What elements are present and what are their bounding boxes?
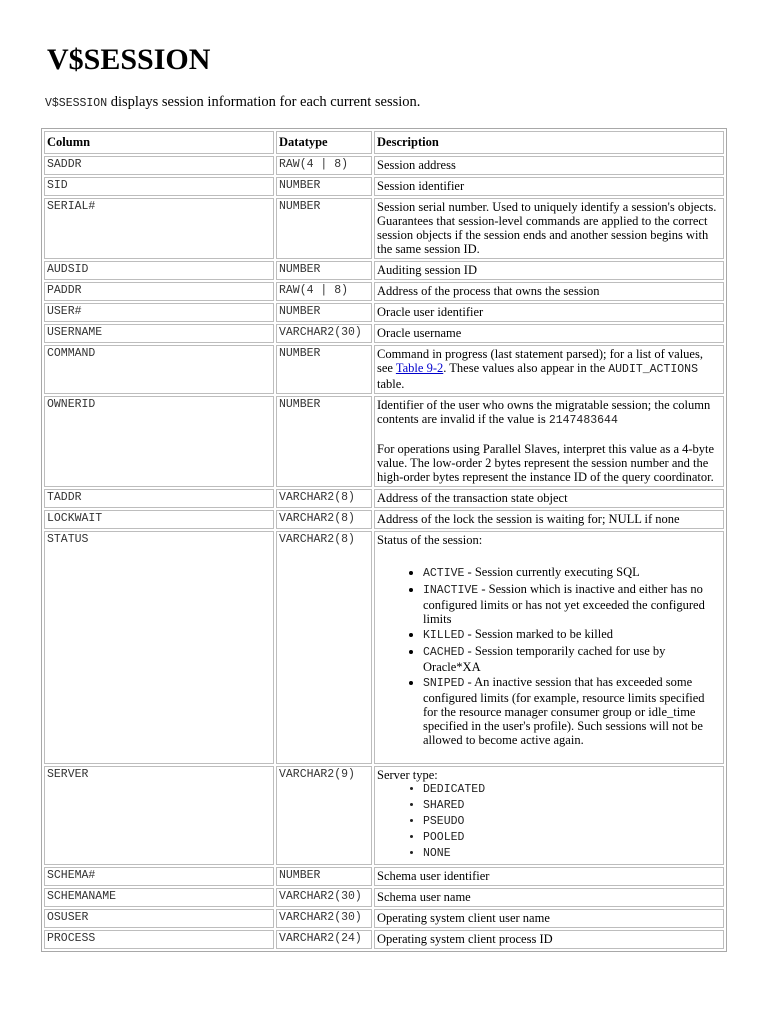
status-code: INACTIVE [423, 584, 479, 597]
list-item: • PSEUDO [423, 814, 721, 830]
table-row [44, 177, 724, 196]
cell-datatype: NUMBER [276, 261, 372, 280]
columns-table [41, 128, 727, 952]
table-row [44, 531, 724, 764]
status-text: - Session temporarily cached for use by Oracle*XA [423, 644, 666, 674]
table-row [44, 766, 724, 865]
table-row [44, 303, 724, 322]
cell-column: SERIAL# [44, 198, 274, 259]
table-row [44, 324, 724, 343]
status-intro: Status of the session: [377, 533, 483, 547]
cell-datatype: NUMBER [276, 345, 372, 394]
cell-datatype: NUMBER [276, 198, 372, 259]
cell-description: Address of the lock the session is waiting for; NULL if none [374, 510, 724, 529]
cell-description: Oracle user identifier [374, 303, 724, 322]
table-row [44, 396, 724, 487]
cell-datatype: RAW(4 | 8) [276, 156, 372, 175]
list-item: • DEDICATED [423, 782, 721, 798]
cell-description [374, 531, 724, 764]
cell-description: Session identifier [374, 177, 724, 196]
page-title: V$SESSION [47, 43, 211, 76]
cell-description: Auditing session ID [374, 261, 724, 280]
view-name: V$SESSION [45, 97, 108, 110]
list-item: • SHARED [423, 798, 721, 814]
list-item: • POOLED [423, 830, 721, 846]
command-text-after: table. [377, 377, 405, 391]
list-item: • NONE [423, 846, 721, 862]
list-item [423, 582, 721, 626]
command-text-middle: . These values also appear in the [443, 361, 609, 375]
header-column: Column [44, 131, 274, 154]
list-item [423, 644, 721, 674]
table-row [44, 282, 724, 301]
status-code: CACHED [423, 646, 465, 659]
cell-column: OSUSER [44, 909, 274, 928]
cell-column: SERVER [44, 766, 274, 865]
status-text: - Session which is inactive and either has no configured limits or has not yet exceeded the configured limits [423, 582, 705, 626]
cell-column: OWNERID [44, 396, 274, 487]
intro-paragraph [45, 93, 420, 113]
header-description: Description [374, 131, 724, 154]
cell-column: PROCESS [44, 930, 274, 949]
table-header-row [44, 131, 724, 154]
audit-actions-code: AUDIT_ACTIONS [608, 363, 698, 376]
status-code: ACTIVE [423, 567, 465, 580]
cell-description: Operating system client process ID [374, 930, 724, 949]
header-datatype: Datatype [276, 131, 372, 154]
ownerid-paragraph-2: For operations using Parallel Slaves, interpret this value as a 4-byte value. The low-order 2 bytes represent the session number and the high-order bytes represent the instance ID of the query coordinator. [377, 442, 715, 484]
list-item [423, 675, 721, 747]
table-row [44, 261, 724, 280]
status-list [377, 565, 721, 747]
cell-column: USERNAME [44, 324, 274, 343]
intro-text: displays session information for each current session. [107, 94, 421, 110]
cell-description: Session serial number. Used to uniquely identify a session's objects. Guarantees that session-level commands are applied to the correct session objects if the session ends and another session begins with the same session ID. [374, 198, 724, 259]
cell-datatype: VARCHAR2(8) [276, 531, 372, 764]
cell-datatype: NUMBER [276, 177, 372, 196]
cell-datatype: VARCHAR2(9) [276, 766, 372, 865]
cell-datatype: NUMBER [276, 396, 372, 487]
cell-datatype: VARCHAR2(30) [276, 324, 372, 343]
cell-column: COMMAND [44, 345, 274, 394]
cell-column: STATUS [44, 531, 274, 764]
status-text: - Session currently executing SQL [464, 565, 640, 579]
cell-column: PADDR [44, 282, 274, 301]
table-row [44, 345, 724, 394]
cell-description: Operating system client user name [374, 909, 724, 928]
cell-datatype: VARCHAR2(30) [276, 909, 372, 928]
cell-column: TADDR [44, 489, 274, 508]
ownerid-invalid-value: 2147483644 [548, 414, 618, 427]
cell-column: SCHEMANAME [44, 888, 274, 907]
list-item [423, 565, 721, 581]
cell-description: Schema user identifier [374, 867, 724, 886]
list-item [423, 627, 721, 643]
cell-column: AUDSID [44, 261, 274, 280]
cell-datatype: VARCHAR2(8) [276, 510, 372, 529]
cell-datatype: NUMBER [276, 867, 372, 886]
cell-datatype: NUMBER [276, 303, 372, 322]
server-type-list [377, 782, 721, 862]
cell-description: Session address [374, 156, 724, 175]
cell-description: Address of the process that owns the session [374, 282, 724, 301]
table-row [44, 930, 724, 949]
status-text: - An inactive session that has exceeded some configured limits (for example, resource limits specified for the resource manager consumer group or idle_time specified in the user's profile). Such sessions will not be allowed to become active again. [423, 675, 705, 747]
ownerid-text: Identifier of the user who owns the migratable session; the column contents are invalid if the value is [377, 398, 711, 426]
status-text: - Session marked to be killed [464, 627, 614, 641]
cell-column: SADDR [44, 156, 274, 175]
cell-column: USER# [44, 303, 274, 322]
ownerid-paragraph-1 [377, 398, 721, 428]
cell-column: SCHEMA# [44, 867, 274, 886]
cell-description: Schema user name [374, 888, 724, 907]
cell-description: Address of the transaction state object [374, 489, 724, 508]
table-9-2-link[interactable]: Table 9-2 [395, 361, 444, 375]
cell-description [374, 766, 724, 865]
table-row [44, 156, 724, 175]
cell-datatype: VARCHAR2(8) [276, 489, 372, 508]
table-row [44, 867, 724, 886]
cell-description: Oracle username [374, 324, 724, 343]
cell-datatype: VARCHAR2(24) [276, 930, 372, 949]
cell-column: LOCKWAIT [44, 510, 274, 529]
command-text-before: Command in progress (last statement parsed); for a list of values, see [377, 347, 703, 375]
table-row [44, 198, 724, 259]
cell-description [374, 345, 724, 394]
status-code: KILLED [423, 629, 465, 642]
cell-datatype: RAW(4 | 8) [276, 282, 372, 301]
server-intro: Server type: [377, 768, 438, 782]
table-row [44, 510, 724, 529]
status-code: SNIPED [423, 677, 465, 690]
cell-description [374, 396, 724, 487]
table-row [44, 909, 724, 928]
table-row [44, 888, 724, 907]
cell-datatype: VARCHAR2(30) [276, 888, 372, 907]
table-row [44, 489, 724, 508]
cell-column: SID [44, 177, 274, 196]
